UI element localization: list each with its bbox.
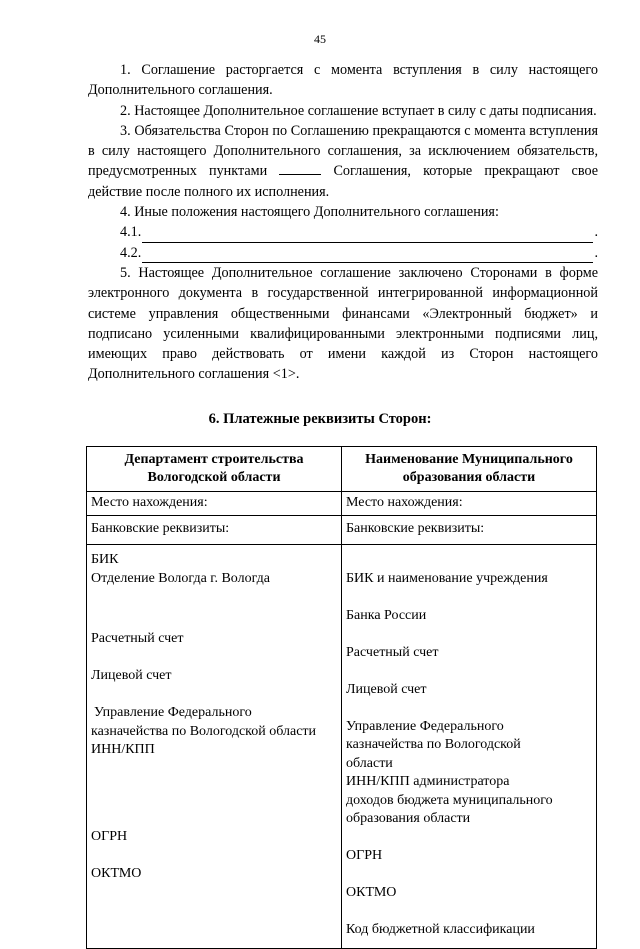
account-right: Расчетный счет	[346, 644, 439, 660]
requisites-table	[86, 446, 597, 949]
location-left: Место нахождения:	[87, 492, 342, 516]
clause-blank	[279, 162, 321, 175]
table-header-row	[87, 447, 597, 492]
fill-line-dot: .	[594, 224, 598, 241]
bank-left: Банковские реквизиты:	[87, 515, 342, 545]
treasury-left-3: ИНН/КПП	[91, 742, 155, 757]
branch-left: Отделение Вологда г. Вологда	[91, 570, 270, 586]
paragraph-5: 5. Настоящее Дополнительное соглашение заключено Сторонами в форме электронного документа в государственной интегрированной информационной системе управления общественными финансами «Электронный бюджет» и подписано усиленными квалифицированными электронными подписями лиц, имеющих право действовать от имени каждой из Сторон настоящего Дополнительного соглашения <1>.	[88, 264, 598, 383]
ogrn-left: ОГРН	[91, 828, 128, 844]
bik-left: БИК	[91, 552, 119, 567]
table-row-details	[87, 545, 597, 949]
agreement-text	[88, 60, 598, 385]
treasury-right-1: Управление Федерального	[346, 718, 504, 734]
details-right	[342, 545, 597, 949]
treasury-right-4: ИНН/КПП администратора	[346, 774, 510, 789]
paragraph-3-after: Соглашения, которые прекращают свое действие после полного их исполнения.	[88, 163, 599, 200]
treasury-right-2: казначейства по Вологодской	[346, 737, 521, 752]
bank-name-right: Банка России	[346, 607, 427, 623]
treasury-left-1: Управление Федерального	[94, 705, 252, 720]
paragraph-1: 1. Соглашение расторгается с момента вступления в силу настоящего Дополнительного соглашения.	[88, 62, 598, 99]
table-row	[87, 492, 597, 516]
details-left	[87, 545, 342, 949]
bank-right: Банковские реквизиты:	[342, 515, 597, 545]
kbk-right: Код бюджетной классификации	[346, 922, 535, 937]
paragraph-2: 2. Настоящее Дополнительное соглашение вступает в силу с даты подписания.	[120, 102, 597, 119]
table-row	[87, 515, 597, 545]
header-right-line: образования области	[402, 470, 536, 485]
section-title: 6. Платежные реквизиты Сторон:	[208, 411, 432, 427]
header-left-line: Вологодской области	[147, 470, 281, 485]
fill-line-4-2	[88, 243, 598, 263]
oktmo-right: ОКТМО	[346, 885, 397, 900]
header-left-line: Департамент строительства	[124, 451, 304, 467]
paragraph-4: 4. Иные положения настоящего Дополнительного соглашения:	[120, 204, 499, 221]
ogrn-right: ОГРН	[346, 848, 383, 863]
fill-rule	[142, 227, 593, 243]
fill-line-label: 4.2.	[120, 244, 142, 261]
bik-right: БИК и наименование учреждения	[346, 570, 548, 586]
location-right: Место нахождения:	[342, 492, 597, 516]
page-number: 45	[314, 32, 326, 46]
treasury-left-2: казначейства по Вологодской области	[91, 723, 317, 739]
paragraph-3	[88, 121, 598, 202]
fill-line-label: 4.1.	[120, 224, 142, 241]
personal-left: Лицевой счет	[91, 668, 172, 683]
header-left	[87, 447, 342, 492]
fill-rule	[142, 247, 593, 263]
paragraph-3-before: 3. Обязательства Сторон по Соглашению прекращаются с момента вступления в силу настоящего Дополнительного соглашения, за исключением обязательств, предусмотренных пунктами	[88, 122, 598, 180]
oktmo-left: ОКТМО	[91, 865, 142, 881]
fill-line-dot: .	[594, 244, 598, 261]
treasury-right-3: области	[346, 755, 393, 771]
fill-line-4-1	[88, 222, 598, 242]
treasury-right-6: образования области	[346, 811, 471, 826]
header-right	[342, 447, 597, 492]
personal-right: Лицевой счет	[346, 681, 427, 697]
account-left: Расчетный счет	[91, 631, 184, 646]
treasury-right-5: доходов бюджета муниципального	[346, 792, 553, 808]
header-right-line: Наименование Муниципального	[365, 451, 573, 467]
